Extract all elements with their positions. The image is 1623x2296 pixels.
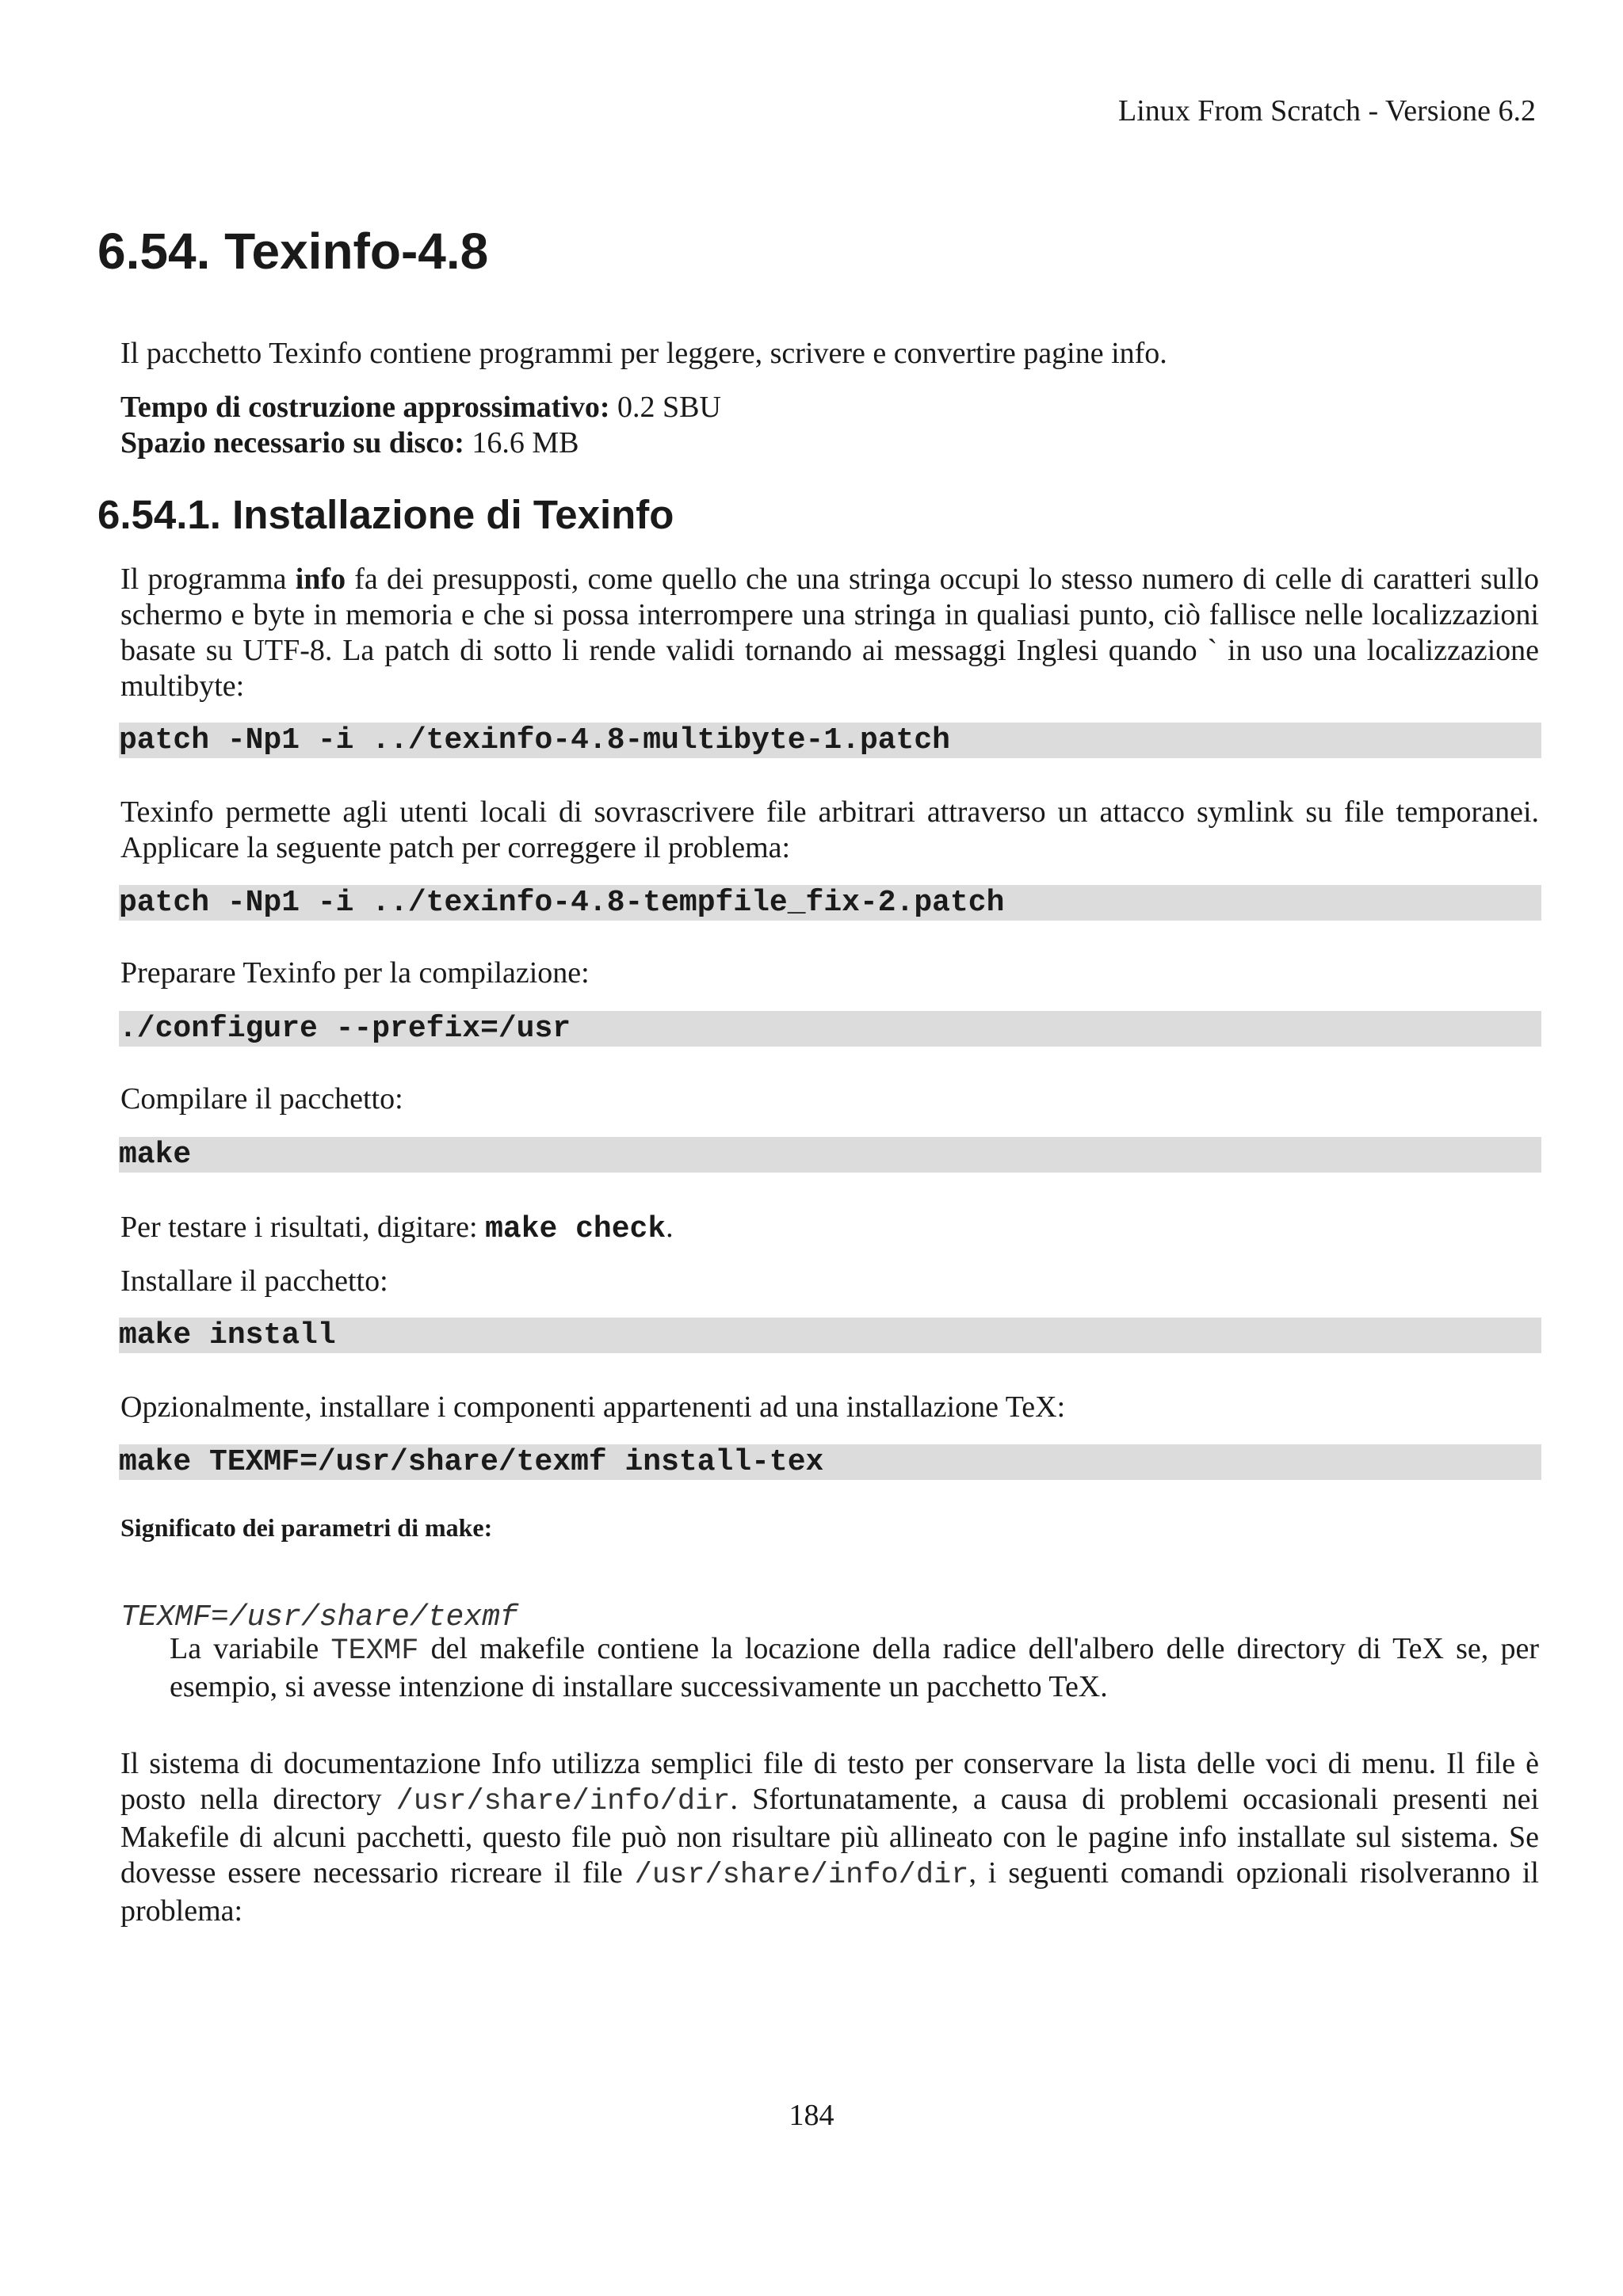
- page-number: 184: [789, 2099, 834, 2132]
- disk-space-value: 16.6 MB: [472, 426, 579, 460]
- para2-text: Texinfo permette agli utenti locali di sovrascrivere file arbitrari attraverso un attacco symlink su file temporanei. Applicare la seguente patch per correggere il problema:: [120, 795, 1539, 864]
- code-block-multibyte-patch: patch -Np1 -i ../texinfo-4.8-multibyte-1.patch: [119, 723, 1541, 758]
- build-time-value: 0.2 SBU: [617, 391, 721, 424]
- info-program-name: info: [295, 563, 346, 596]
- paragraph-info-dir: [120, 1746, 1539, 1929]
- para4-text: Compilare il pacchetto:: [120, 1082, 403, 1116]
- make-check-command: make check: [485, 1212, 666, 1246]
- para7-text: Opzionalmente, installare i componenti appartenenti ad una installazione TeX:: [120, 1390, 1066, 1424]
- paragraph-tex-install: [120, 1390, 1539, 1425]
- intro-block: [120, 336, 1539, 372]
- para1-text-a: Il programma: [120, 563, 296, 596]
- make-params-heading: Significato dei parametri di make:: [120, 1513, 493, 1542]
- paragraph-compile: [120, 1081, 1539, 1117]
- disk-space: [120, 425, 1539, 461]
- section-title: 6.54. Texinfo-4.8: [97, 223, 489, 280]
- build-time: [120, 390, 1539, 425]
- para5-text-a: Per testare i risultati, digitare:: [120, 1211, 486, 1244]
- info-dir-path: /usr/share/info/dir: [395, 1785, 731, 1818]
- para8-text-c: , i seguenti comandi opzionali risolveranno il problema:: [120, 1856, 1539, 1928]
- variable-definition: [170, 1631, 1539, 1705]
- term-def-text-b: del makefile contiene la locazione della radice dell'albero delle directory di TeX se, per esempio, si avesse intenzione di installare successivamente un pacchetto TeX.: [170, 1632, 1539, 1703]
- code-block-install-tex: make TEXMF=/usr/share/texmf install-tex: [119, 1444, 1541, 1480]
- variable-term: TEXMF=/usr/share/texmf: [120, 1600, 518, 1634]
- paragraph-test: [120, 1210, 1539, 1247]
- para8-text-b: . Sfortunatamente, a causa di problemi occasionali presenti nei Makefile di alcuni pacchetti, questo file può non risultare più allineato con le pagine info installate sul sistema. Se dovesse essere necessario ricreare il file: [120, 1783, 1539, 1890]
- para3-text: Preparare Texinfo per la compilazione:: [120, 956, 590, 990]
- paragraph-tempfile: [120, 795, 1539, 866]
- code-block-make: make: [119, 1137, 1541, 1173]
- paragraph-info-program: [120, 562, 1539, 704]
- package-stats: [120, 390, 1539, 461]
- term-def-text-a: La variabile: [170, 1632, 331, 1665]
- para8-text-a: Il sistema di documentazione Info utilizza semplici file di testo per conservare la lista delle voci di menu. Il file è posto nella directory: [120, 1747, 1539, 1816]
- code-block-configure: ./configure --prefix=/usr: [119, 1011, 1541, 1047]
- subsection-title: 6.54.1. Installazione di Texinfo: [97, 492, 674, 537]
- disk-space-label: Spazio necessario su disco:: [120, 426, 464, 460]
- intro-paragraph: Il pacchetto Texinfo contiene programmi per leggere, scrivere e convertire pagine info.: [120, 337, 1167, 370]
- build-time-label: Tempo di costruzione approssimativo:: [120, 391, 610, 424]
- running-header: Linux From Scratch - Versione 6.2: [1118, 94, 1536, 128]
- para1-text-b: fa dei presupposti, come quello che una stringa occupi lo stesso numero di celle di caratteri sullo schermo e byte in memoria e che si possa interrompere una stringa in qualiasi punto, ciò fallisce nelle localizzazioni basate su UTF-8. La patch di sotto li rende validi tornando ai messaggi Inglesi quando ` in uso una localizzazione multibyte:: [120, 563, 1539, 703]
- paragraph-install: [120, 1264, 1539, 1299]
- code-block-tempfile-patch: patch -Np1 -i ../texinfo-4.8-tempfile_fix-2.patch: [119, 885, 1541, 921]
- texmf-variable: TEXMF: [330, 1634, 419, 1668]
- para6-text: Installare il pacchetto:: [120, 1264, 388, 1298]
- para5-text-b: .: [666, 1211, 674, 1244]
- code-block-make-install: make install: [119, 1318, 1541, 1353]
- info-dir-path-2: /usr/share/info/dir: [634, 1859, 969, 1892]
- paragraph-configure: [120, 955, 1539, 991]
